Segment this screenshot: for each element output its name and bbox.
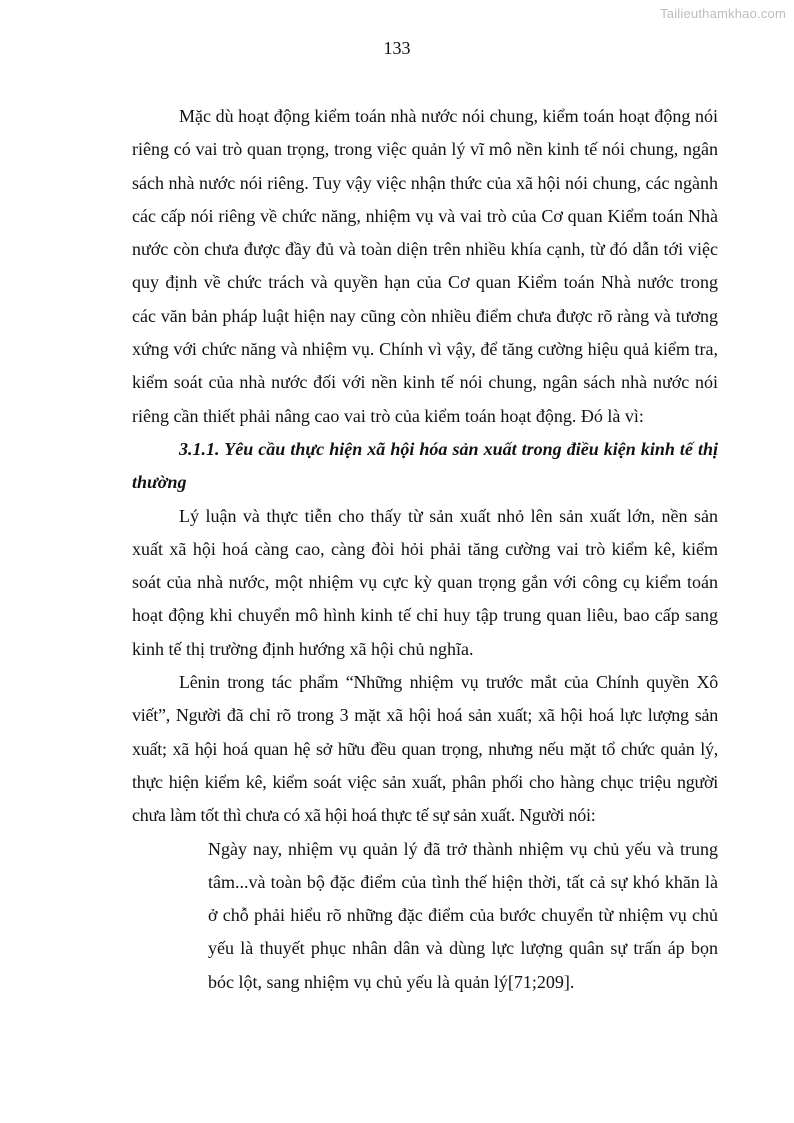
section-heading: 3.1.1. Yêu cầu thực hiện xã hội hóa sản xuất trong điều kiện kinh tế thị thường	[132, 438, 718, 493]
paragraph-theory: Lý luận và thực tiễn cho thấy từ sản xuất nhỏ lên sản xuất lớn, nền sản xuất xã hội hoá càng cao, càng đòi hỏi phải tăng cường vai trò kiểm kê, kiểm soát của nhà nước, một nhiệm vụ cực kỳ quan trọng gắn với công cụ kiểm toán hoạt động khi chuyển mô hình kinh tế chỉ huy tập trung quan liêu, bao cấp sang kinh tế thị trường định hướng xã hội chủ nghĩa.	[132, 505, 718, 659]
document-body	[132, 100, 718, 999]
page-number: 133	[383, 38, 411, 58]
paragraph-lenin: Lênin trong tác phẩm “Những nhiệm vụ trước mắt của Chính quyền Xô viết”, Người đã chỉ rõ trong 3 mặt xã hội hoá sản xuất; xã hội hoá lực lượng sản xuất; xã hội hoá quan hệ sở hữu đều quan trọng, nhưng nếu mặt tổ chức quản lý, thực hiện kiểm kê, kiểm soát việc sản xuất, phân phối cho hàng chục triệu người chưa làm tốt thì chưa có xã hội hoá thực tế sự sản xuất. Người nói:	[132, 672, 718, 826]
watermark-text: Tailieuthamkhao.com	[660, 6, 786, 21]
block-quote: Ngày nay, nhiệm vụ quản lý đã trở thành nhiệm vụ chủ yếu và trung tâm...và toàn bộ đặc điểm của tình thế hiện thời, tất cả sự khó khăn là ở chỗ phải hiểu rõ những đặc điểm của bước chuyển từ nhiệm vụ chủ yếu là thuyết phục nhân dân và dùng lực lượng quân sự trấn áp bọn bóc lột, sang nhiệm vụ chủ yếu là quản lý[71;209].	[208, 838, 718, 992]
paragraph-intro: Mặc dù hoạt động kiểm toán nhà nước nói chung, kiểm toán hoạt động nói riêng có vai trò quan trọng, trong việc quản lý vĩ mô nền kinh tế nói chung, ngân sách nhà nước nói riêng. Tuy vậy việc nhận thức của xã hội nói chung, các ngành các cấp nói riêng về chức năng, nhiệm vụ và vai trò của Cơ quan Kiểm toán Nhà nước còn chưa được đầy đủ và toàn diện trên nhiều khía cạnh, từ đó dẫn tới việc quy định về chức trách và quyền hạn của Cơ quan Kiểm toán Nhà nước trong các văn bản pháp luật hiện nay cũng còn nhiều điểm chưa được rõ ràng và tương xứng với chức năng và nhiệm vụ. Chính vì vậy, để tăng cường hiệu quả kiểm tra, kiểm soát của nhà nước đối với nền kinh tế nói chung, ngân sách nhà nước nói riêng cần thiết phải nâng cao vai trò của kiểm toán hoạt động. Đó là vì:	[132, 106, 718, 426]
